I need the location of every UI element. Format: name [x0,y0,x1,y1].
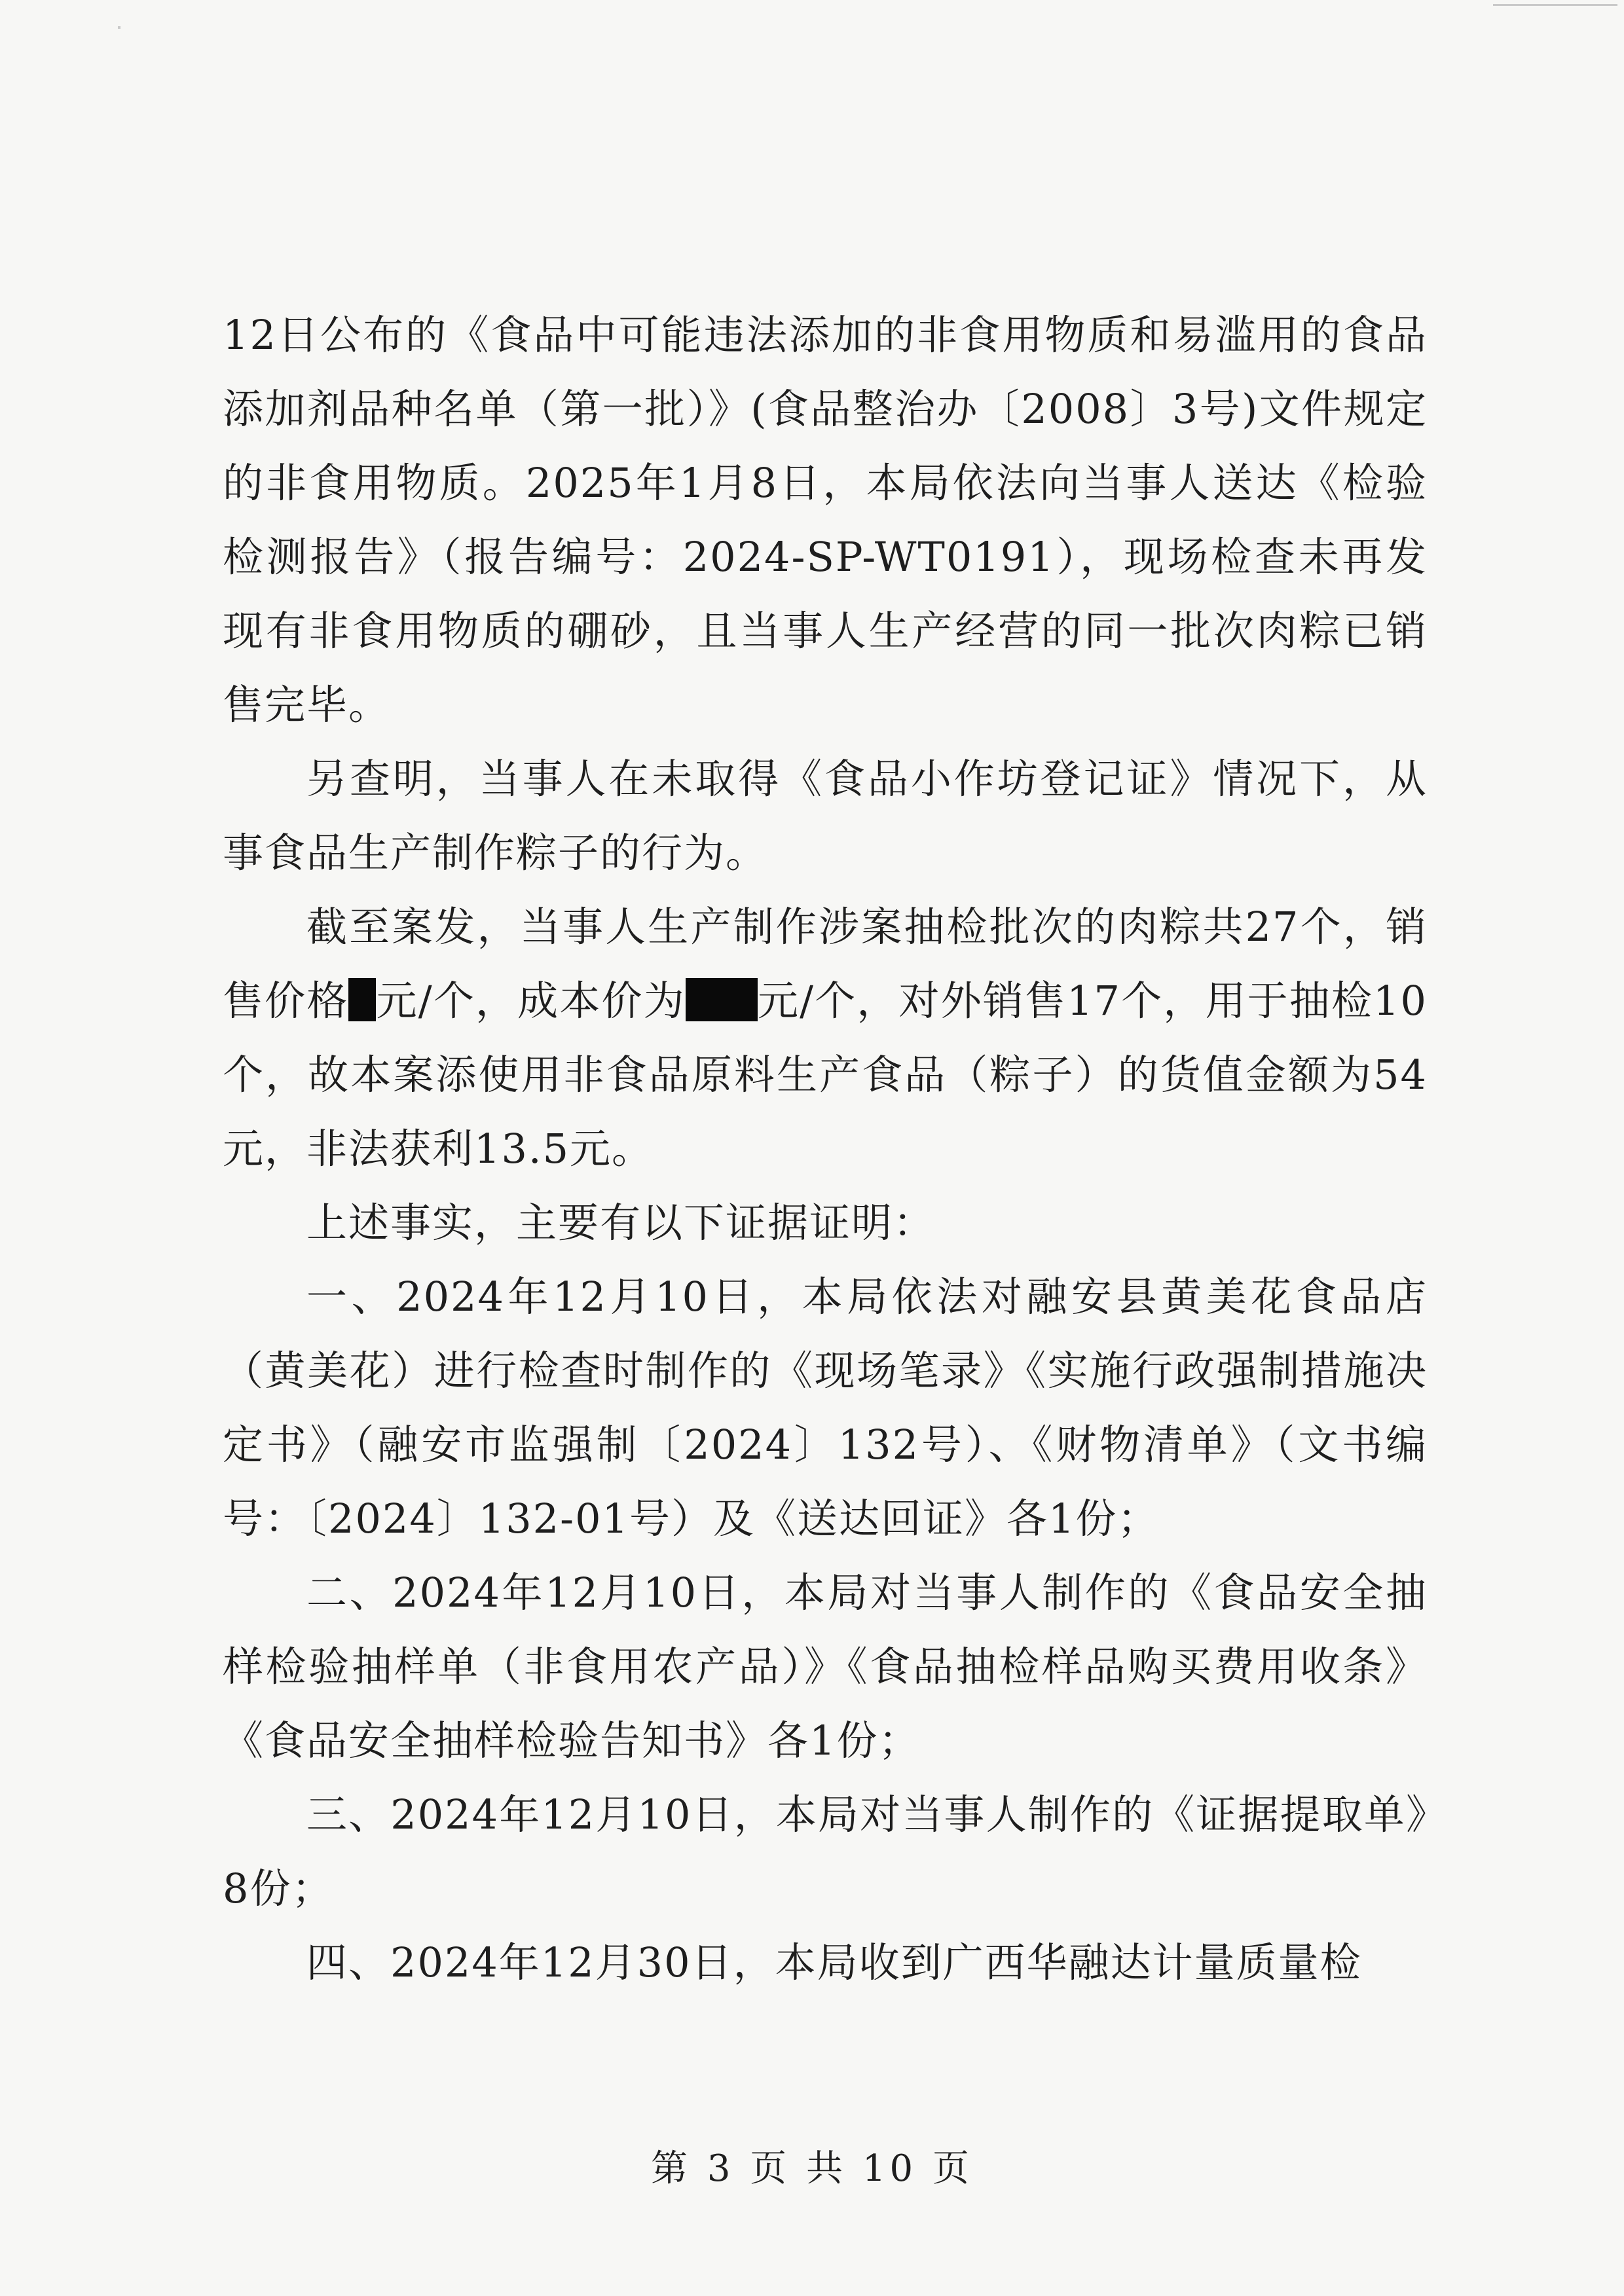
paragraph-sales-value [223,890,1428,1186]
redacted-price [348,978,376,1021]
scan-edge-mark [1493,4,1617,6]
document-body [223,298,1428,1999]
paragraph-evidence-1: 一、2024年12月10日，本局依法对融安县黄美花食品店（黄美花）进行检查时制作的《现场笔录》《实施行政强制措施决定书》（融安市监强制〔2024〕132号）、《财物清单》（文书编号：〔2024〕132-01号）及《送达回证》各1份； [223,1273,1428,1542]
paragraph-evidence-4: 四、2024年12月30日，本局收到广西华融达计量质量检 [306,1939,1362,1986]
scan-dot [118,26,120,29]
sales-text-part-c: 元/个，对外销售17个，用于抽检10个，故本案添使用非食品原料生产食品（粽子）的货值金额为54元，非法获利13.5元。 [223,977,1428,1173]
redacted-cost [686,978,758,1021]
sales-text-part-b: 元/个，成本价为 [376,977,686,1025]
paragraph-evidence-intro: 上述事实，主要有以下证据证明： [306,1199,936,1247]
paragraph-evidence-3: 三、2024年12月10日，本局对当事人制作的《证据提取单》8份； [223,1791,1428,1912]
sales-text-part-a: 截至案发，当事人生产制作涉案抽检批次的肉粽共27个，销售价格 [223,903,1428,1025]
paragraph-evidence-2: 二、2024年12月10日，本局对当事人制作的《食品安全抽样检验抽样单（非食用农产品）》《食品抽检样品购买费用收条》《食品安全抽样检验告知书》各1份； [223,1569,1428,1764]
paragraph-further-finding: 另查明，当事人在未取得《食品小作坊登记证》情况下，从事食品生产制作粽子的行为。 [223,755,1428,877]
paragraph-continuation: 12日公布的《食品中可能违法添加的非食用物质和易滥用的食品添加剂品种名单（第一批）》(食品整治办〔2008〕3号)文件规定的非食用物质。2025年1月8日，本局依法向当事人送达《检验检测报告》（报告编号：2024-SP-WT0191），现场检查未再发现有非食用物质的硼砂，且当事人生产经营的同一批次肉粽已销售完毕。 [223,311,1428,729]
page-number-footer: 第 3 页 共 10 页 [651,2147,973,2190]
